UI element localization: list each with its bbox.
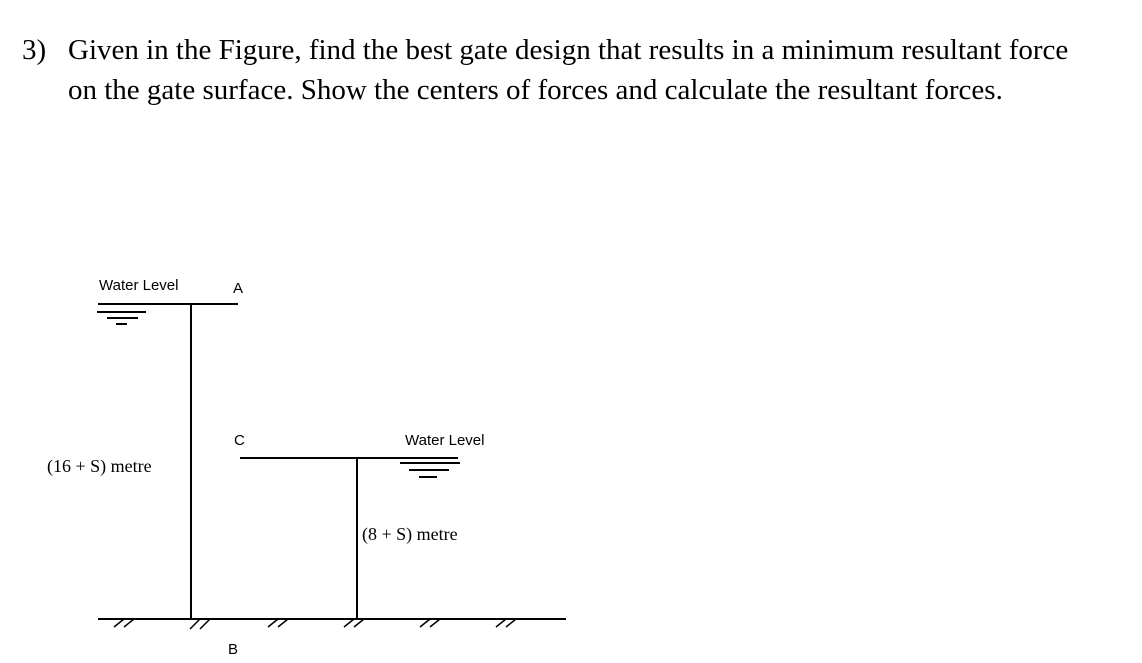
right-water-level-icon xyxy=(400,463,460,477)
question-number: 3) xyxy=(22,34,47,66)
question-line-1-text: Given in the Figure, find the best gate design that results in a minimum resultant force xyxy=(68,34,1069,66)
left-depth-label: (16 + S) metre xyxy=(47,456,152,476)
right-depth-label: (8 + S) metre xyxy=(362,524,458,544)
point-a-label: A xyxy=(233,280,244,297)
point-b-label: B xyxy=(228,641,239,658)
right-water-level-label: Water Level xyxy=(405,432,485,449)
question-line-2: on the gate surface. Show the centers of forces and calculate the resultant forces. xyxy=(68,74,1003,106)
ground-hatch-icon xyxy=(114,619,516,629)
point-c-label: C xyxy=(234,432,245,449)
left-water-level-icon xyxy=(97,312,146,324)
left-water-level-label: Water Level xyxy=(99,277,179,294)
